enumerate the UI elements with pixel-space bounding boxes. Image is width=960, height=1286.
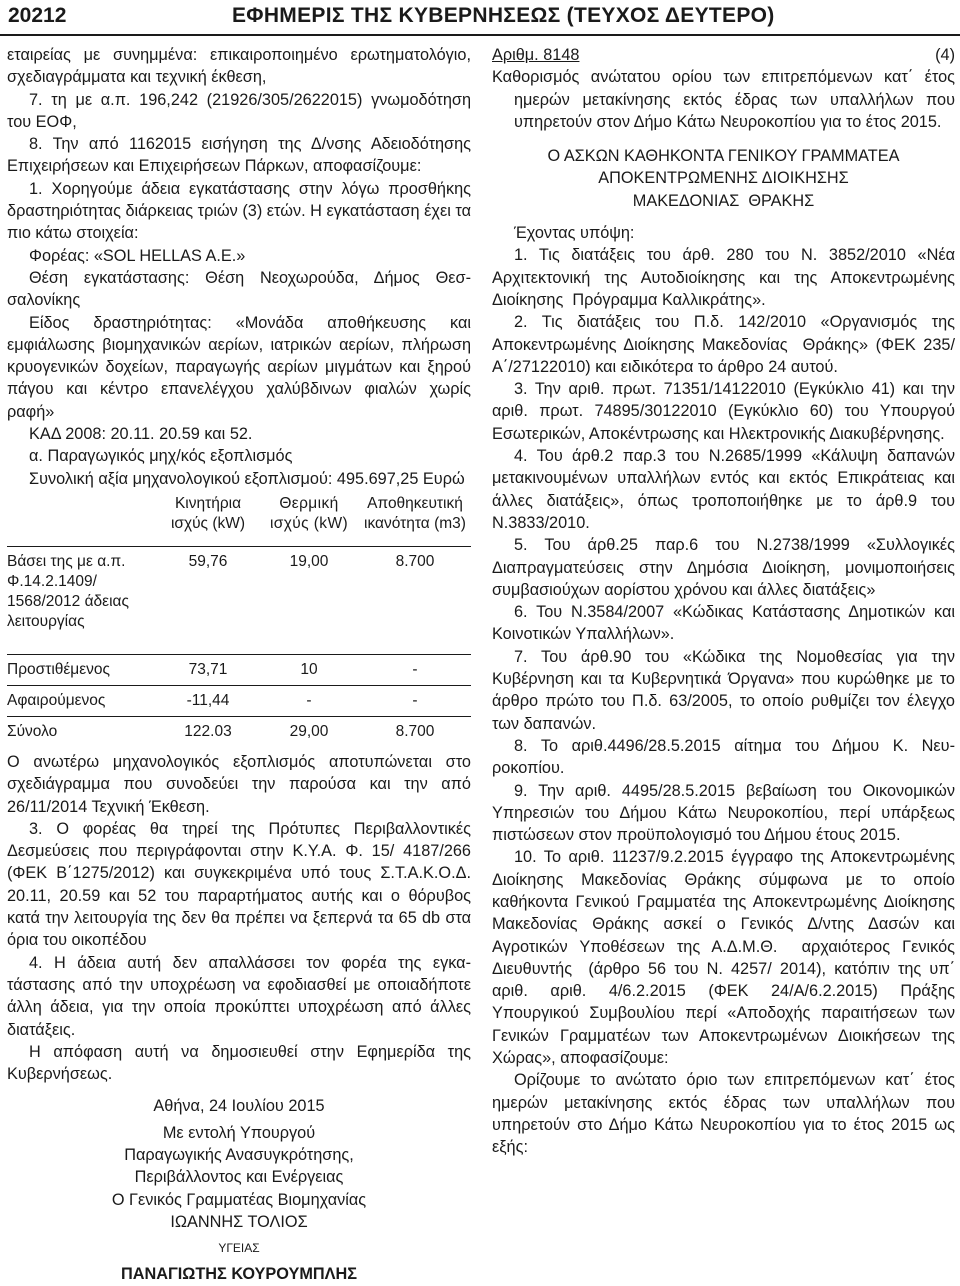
table-header-cell: Κινητήρια ισχύς (kW) (170, 494, 246, 532)
row-label: Αφαιρούμενος (7, 685, 157, 716)
paragraph: 5. Του άρθ.25 παρ.6 του Ν.2738/1999 «Συλλογικές Διαπραγματεύσεις στην Δημόσια Διοίκηση, μονιμοποιήσεις συμβασιούχων αορίστου χρόνου και άλλες διατάξεις» (492, 536, 955, 599)
table-header-row (7, 494, 471, 547)
table-cell: 19,00 (259, 546, 359, 654)
table-cell: 59,76 (157, 546, 259, 654)
page-header (0, 0, 960, 36)
table-row (7, 546, 471, 654)
right-column (492, 44, 955, 1159)
signature-date: Αθήνα, 24 Ιουλίου 2015 (153, 1097, 325, 1116)
gazette-title: ΕΦΗΜΕΡΙΣ ΤΗΣ ΚΥΒΕΡΝΗΣΕΩΣ (ΤΕΥΧΟΣ ΔΕΥΤΕΡΟ) (232, 4, 775, 27)
paragraph: 10. Το αριθ. 11237/9.2.2015 έγγραφο της Αποκεντρωμένης Διοίκησης Μακεδονίας Θράκης σύμφωνα με το οποίο καθήκοντα Γενικού Γραμματέα της Αποκεντρωμένης Διοίκησης Μακεδονίας Θράκης ασκεί ο Γενικός Δ/ντης Δασών και Αγροτικών Υποθέσεων της Α.Δ.Μ.Θ. αρχαιότερος Γενικός Διευθυντής (άρθρο 56 του Ν. 4257/ 2014), κατόπιν της υπ΄ αριθ. αριθ. 4/6.2.2015 (ΦΕΚ 24/Α/6.2.2015) Πράξης Υπουργικού Συμβουλίου περί «Αποδοχής παραιτήσεων των Γενικών Γραμματέων των Αποκεντρωμένων Διοικήσεων της Χώρας», αποφασίζουμε: (492, 848, 955, 1068)
paragraph: Η απόφαση αυτή να δημοσιευθεί στην Εφημερίδα της Κυβερνήσεως. (7, 1042, 471, 1084)
paragraph: 7. Του άρθ.90 του «Κώδικα της Νομοθεσίας για την Κυβέρνηση και τα Κυβερνητικά Όργανα» που κυρώθηκε με το άρθρο πρώτο του Π.δ. 63/2005, το οποίο ρυθμίζει τον έλεγχο των δαπανών. (492, 647, 955, 733)
table-cell: 8.700 (359, 546, 471, 654)
table-cell: 29,00 (259, 716, 359, 747)
paragraph: 3. Ο φορέας θα τηρεί της Πρότυπες Περιβαλλοντικές Δεσμεύσεις που περιγράφονται στην Κ.Υ.Α. Φ. 15/ 4187/266 (ΦΕΚ Β΄1275/2012) και συγκεκριμένα υπό τους Σ.Τ.Α.Κ.Ο.Δ. 20.11, 20.59 και 52 του παραρτήματος αυτής και ο θόρυβος κατά την λειτουργία της δεν θα πρέπει να ξεπερνά τα 65 db στα όρια του οικοπέδου (7, 819, 471, 950)
authority-line: Ο ΑΣΚΩΝ ΚΑΘΗΚΟΝΤΑ ΓΕΝΙΚΟΥ ΓΡΑΜΜΑΤΕΑ (547, 147, 900, 166)
paragraph: Είδος δραστηριότητας: «Μονάδα αποθήκευσης και εμφιάλωσης βιομηχανικών αερίων, ιατρικών αερίων, πλήρωση κρυογενικών δοχείων, παραγωγής αερίων μιγμάτων και ξηρού πάγου και κέντρο επανελέγχου χαλύβδινων φιαλών χωρίς ραφή» (7, 313, 471, 421)
paragraph: 2. Τις διατάξεις του Π.δ. 142/2010 «Οργανισμός της Αποκεντρωμένης Διοίκησης Μακεδονίας Θράκης» (ΦΕΚ 235/Α΄/27122010) και ειδικότερα το άρθρο 24 αυτού. (492, 313, 955, 376)
paragraph: 8. Το αριθ.4496/28.5.2015 αίτημα του Δήμου Κ. Νευροκοπίου. (492, 736, 955, 778)
paragraph: ΚΑΔ 2008: 20.11. 20.59 και 52. (29, 425, 253, 444)
signature-line: Ο Γενικός Γραμματέας Βιομηχανίας (111, 1190, 367, 1209)
table-cell: 73,71 (157, 654, 259, 685)
table-cell: -11,44 (157, 685, 259, 716)
decision-number: Αριθμ. 8148 (492, 46, 580, 64)
table-header-cell: Θερμική ισχύς (kW) (269, 494, 349, 532)
table-cell: 122.03 (157, 716, 259, 747)
paragraph: α. Παραγωγικός μηχ/κός εξοπλισμός (29, 447, 293, 466)
table-cell: - (259, 685, 359, 716)
paragraph: εταιρείας με συνημμένα: επικαιροποιημένο ερωτηματολόγιο, σχεδιαγράμματα και τεχνική έκθεση, (7, 46, 471, 87)
row-label: Σύνολο (7, 716, 157, 747)
paragraph: 1. Τις διατάξεις του άρθ. 280 του Ν. 3852/2010 «Νέα Αρχιτεκτονική της Αυτοδιοίκησης και της Αποκεντρωμένης Διοίκησης Πρόγραμμα Καλλικράτης». (492, 246, 955, 309)
signatory-name: ΠΑΝΑΓΙΩΤΗΣ ΚΟΥΡΟΥΜΠΛΗΣ (120, 1265, 358, 1284)
table-cell: 10 (259, 654, 359, 685)
table-row (7, 654, 471, 685)
table-cell (7, 494, 157, 547)
paragraph: Ο ανωτέρω μηχανολογικός εξοπλισμός αποτυπώνεται στο σχεδιάγραμμα που συνοδεύει την παρούσα και την από 26/11/2014 Τεχνική Έκθεση. (7, 752, 471, 816)
decision-number-line (492, 44, 955, 66)
signatory-name: ΙΩΑΝΝΗΣ ΤΟΛΙΟΣ (170, 1212, 308, 1231)
signature-block (7, 1095, 471, 1285)
table-cell: - (359, 685, 471, 716)
paragraph: Έχοντας υπόψη: (514, 224, 635, 243)
paragraph: 4. Η άδεια αυτή δεν απαλλάσσει τον φορέα της εγκατάστασης από την υποχρέωση να εφοδιασθεί με οποιαδήποτε άλλη άδεια, για την οποία προκύπτει υποχρέωση από άλλες διατάξεις. (7, 953, 471, 1039)
row-label: Βάσει της με α.π. Φ.14.2.1409/ 1568/2012 άδειας λειτουργίας (7, 546, 157, 654)
page-number: 20212 (8, 4, 67, 27)
paragraph: Συνολική αξία μηχανολογικού εξοπλισμού: 495.697,25 Ευρώ (29, 469, 465, 488)
authority-line: ΜΑΚΕΔΟΝΙΑΣ ΘΡΑΚΗΣ (632, 191, 815, 210)
signature-line: Περιβάλλοντος και Ενέργειας (134, 1168, 344, 1187)
equipment-table (7, 494, 471, 747)
paragraph: Θέση εγκατάστασης: Θέση Νεοχωρούδα, Δήμος Θεσσαλονίκης (7, 268, 471, 310)
signature-line: Με εντολή Υπουργού (162, 1123, 316, 1142)
paragraph: 3. Την αριθ. πρωτ. 71351/14122010 (Εγκύκλιο 41) και την αριθ. πρωτ. 74895/30122010 (Εγκύκλιο 60) του Υπουργού Εσωτερικών, Αποκέντρωσης και Ηλεκτρονικής Διακυβέρνησης. (492, 380, 955, 443)
left-column (7, 44, 471, 1286)
paragraph: 9. Την αριθ. 4495/28.5.2015 βεβαίωση του Οικονομικών Υπηρεσιών του Δήμου Κάτω Νευροκοπίου, περί υπάρξεως πιστώσεων στον προϋπολογισμό του Δήμου έτους 2015. (492, 781, 955, 845)
paragraph: Ορίζουμε το ανώτατο όριο των επιτρεπόμενων κατ΄ έτος ημερών μετακίνησης εκτός έδρας των υπαλλήλων που υπηρετούν στο Δήμο Κάτω Νευροκοπίου για το έτος 2015 ως εξής: (492, 1071, 955, 1157)
table-header-cell: Αποθηκευτική ικανότητα (m3) (364, 494, 466, 532)
paragraph: 1. Χορηγούμε άδεια εγκατάστασης στην λόγω προσθήκης δραστηριότητας διάρκειας τριών (3) ετών. Η εγκατάσταση έχει τα πιο κάτω στοιχεία: (7, 179, 471, 243)
paragraph: 7. τη με α.π. 196,242 (21926/305/2622015) γνωμοδότηση του ΕΟΦ, (7, 90, 471, 131)
decision-index: (4) (935, 46, 955, 64)
table-row (7, 716, 471, 747)
table-row (7, 685, 471, 716)
authority-line: ΑΠΟΚΕΝΤΡΩΜΕΝΗΣ ΔΙΟΙΚΗΣΗΣ (598, 169, 849, 188)
decision-subject: Καθορισμός ανώτατου ορίου των επιτρεπόμενων κατ΄ έτος ημερών μετακίνησης εκτός έδρας των υπαλλήλων που υπηρετούν στον Δήμο Κάτω Νευροκοπίου για το έτος 2015. (492, 68, 955, 131)
table-cell: - (359, 654, 471, 685)
paragraph: 6. Του Ν.3584/2007 «Κώδικας Κατάστασης Δημοτικών και Κοινοτικών Υπαλλήλων». (492, 603, 955, 644)
paragraph: Φορέας: «SOL HELLAS A.E.» (29, 246, 246, 265)
table-cell: 8.700 (359, 716, 471, 747)
paragraph: 4. Του άρθ.2 παρ.3 του Ν.2685/1999 «Κάλυψη δαπανών μετακινουμένων υπαλλήλων εντός και εκτός Επικράτειας και άλλες διατάξεις», όπως τροποποιήθηκε με το άρθ.9 του Ν.3833/2010. (492, 447, 955, 532)
signature-line: Παραγωγικής Ανασυγκρότησης, (124, 1145, 354, 1164)
row-label: Προστιθέμενος (7, 654, 157, 685)
paragraph: 8. Την από 1162015 εισήγηση της Δ/νσης Αδειοδότησης Επιχειρήσεων και Επιχειρήσεων Πάρκων, αποφασίζουμε: (7, 135, 471, 176)
section-heading: ΥΓΕΙΑΣ (218, 1241, 260, 1256)
